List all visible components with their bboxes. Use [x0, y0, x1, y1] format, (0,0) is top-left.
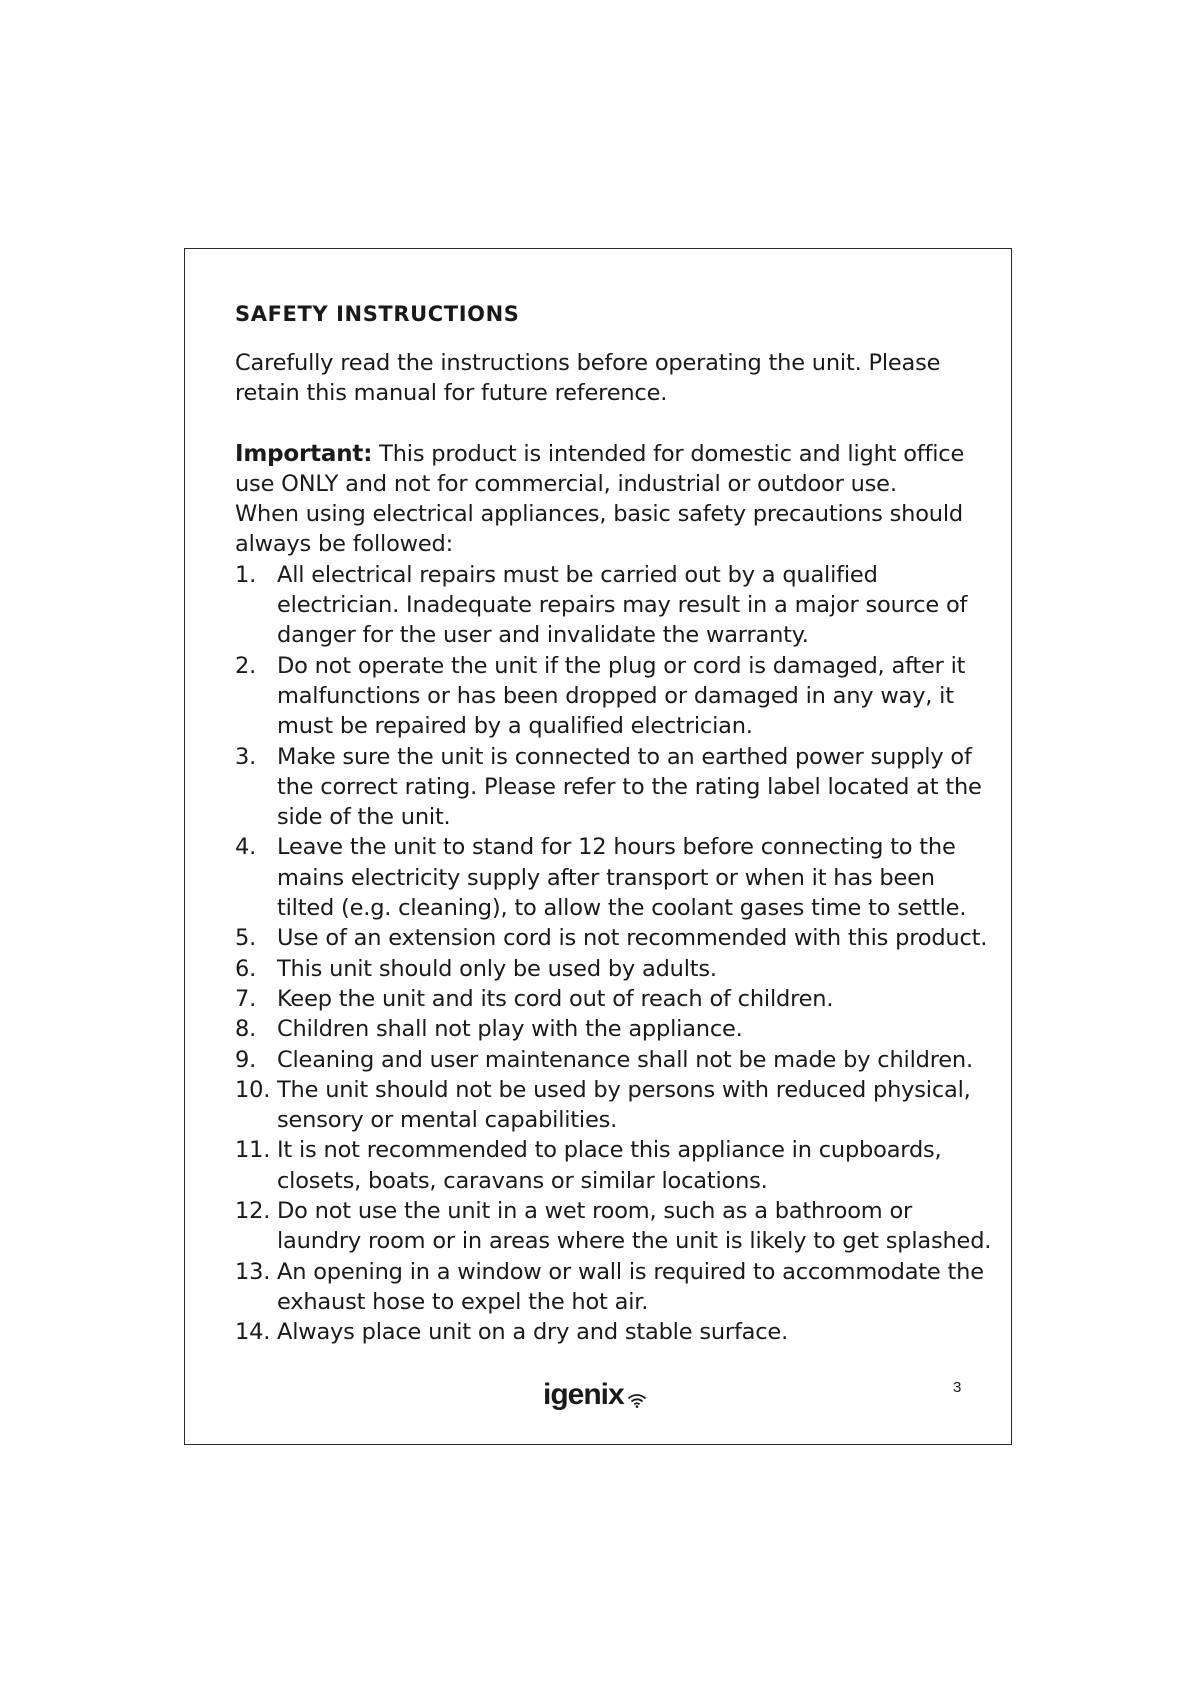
list-item [235, 832, 995, 923]
list-item [235, 1196, 995, 1257]
list-item-number: 7. [235, 985, 257, 1012]
list-item [235, 560, 995, 651]
list-item [235, 651, 995, 742]
list-item-number: 6. [235, 955, 257, 982]
list-item-number: 9. [235, 1046, 257, 1073]
list-item-line: Make sure the unit is connected to an earthed power supply of [277, 743, 972, 770]
list-item [235, 923, 995, 953]
list-item-line: exhaust hose to expel the hot air. [277, 1288, 649, 1315]
list-item-line: malfunctions or has been dropped or damaged in any way, it [277, 682, 954, 709]
list-item-line: All electrical repairs must be carried out by a qualified [277, 561, 878, 588]
list-item-line: danger for the user and invalidate the warranty. [277, 622, 809, 649]
list-item-number: 4. [235, 834, 257, 861]
list-item-line: side of the unit. [277, 804, 451, 831]
important-line: This product is intended for domestic and light office [372, 440, 965, 467]
list-item-number: 10. [235, 1076, 271, 1103]
list-item-number: 11. [235, 1137, 271, 1164]
brand-logo [543, 1378, 647, 1412]
list-item-line: Do not use the unit in a wet room, such as a bathroom or [277, 1198, 913, 1225]
brand-name: igenix [543, 1378, 624, 1411]
important-line: always be followed: [235, 531, 453, 558]
list-item [235, 954, 995, 984]
list-item-line: tilted (e.g. cleaning), to allow the coolant gases time to settle. [277, 895, 967, 922]
list-item-number: 14. [235, 1319, 271, 1346]
list-item-number: 13. [235, 1258, 271, 1285]
list-item-number: 3. [235, 743, 257, 770]
list-item-line: This unit should only be used by adults. [277, 955, 717, 982]
important-notice [235, 439, 995, 560]
list-item-line: Do not operate the unit if the plug or cord is damaged, after it [277, 652, 966, 679]
list-item-line: laundry room or in areas where the unit is likely to get splashed. [277, 1228, 992, 1255]
list-item-number: 5. [235, 925, 257, 952]
list-item-number: 12. [235, 1198, 271, 1225]
list-item [235, 1135, 995, 1196]
list-item-number: 2. [235, 652, 257, 679]
list-item-text [277, 1196, 995, 1257]
list-item-line: Use of an extension cord is not recommended with this product. [277, 925, 988, 952]
list-item [235, 984, 995, 1014]
list-item-line: closets, boats, caravans or similar locations. [277, 1167, 768, 1194]
list-item-text [277, 651, 995, 742]
safety-list [235, 560, 995, 1348]
list-item [235, 1075, 995, 1136]
list-item [235, 1257, 995, 1318]
list-item-line: Leave the unit to stand for 12 hours before connecting to the [277, 834, 956, 861]
list-item-text [277, 1135, 995, 1196]
list-item-text [277, 1257, 995, 1318]
list-item-number: 1. [235, 561, 257, 588]
list-item-text [277, 984, 995, 1014]
important-line: When using electrical appliances, basic safety precautions should [235, 501, 963, 528]
list-item-line: the correct rating. Please refer to the rating label located at the [277, 773, 982, 800]
list-item-text [277, 923, 995, 953]
list-item-line: sensory or mental capabilities. [277, 1107, 618, 1134]
list-item [235, 1014, 995, 1044]
list-item-line: It is not recommended to place this appliance in cupboards, [277, 1137, 942, 1164]
page-number: 3 [953, 1379, 962, 1396]
list-item-number: 8. [235, 1016, 257, 1043]
important-label: Important: [235, 440, 373, 467]
list-item-text [277, 742, 995, 833]
list-item-line: An opening in a window or wall is required to accommodate the [277, 1258, 984, 1285]
list-item [235, 1317, 995, 1347]
document-content [235, 300, 995, 1348]
list-item-line: electrician. Inadequate repairs may result in a major source of [277, 592, 968, 619]
list-item-line: Children shall not play with the appliance. [277, 1016, 743, 1043]
list-item-text [277, 832, 995, 923]
list-item-line: The unit should not be used by persons with reduced physical, [277, 1076, 971, 1103]
intro-paragraph [235, 348, 995, 409]
list-item-text [277, 560, 995, 651]
list-item [235, 1045, 995, 1075]
important-line: use ONLY and not for commercial, industrial or outdoor use. [235, 470, 897, 497]
intro-line: Carefully read the instructions before operating the unit. Please [235, 350, 941, 376]
list-item-text [277, 954, 995, 984]
list-item-text [277, 1045, 995, 1075]
list-item-line: must be repaired by a qualified electrician. [277, 713, 753, 740]
list-item-text [277, 1075, 995, 1136]
list-item-text [277, 1317, 995, 1347]
page-title: SAFETY INSTRUCTIONS [235, 302, 520, 326]
list-item-line: mains electricity supply after transport or when it has been [277, 864, 935, 891]
list-item-line: Keep the unit and its cord out of reach of children. [277, 985, 834, 1012]
intro-line: retain this manual for future reference. [235, 380, 668, 407]
wifi-icon [627, 1392, 647, 1408]
list-item [235, 742, 995, 833]
list-item-line: Cleaning and user maintenance shall not be made by children. [277, 1046, 973, 1073]
list-item-line: Always place unit on a dry and stable surface. [277, 1319, 789, 1346]
list-item-text [277, 1014, 995, 1044]
